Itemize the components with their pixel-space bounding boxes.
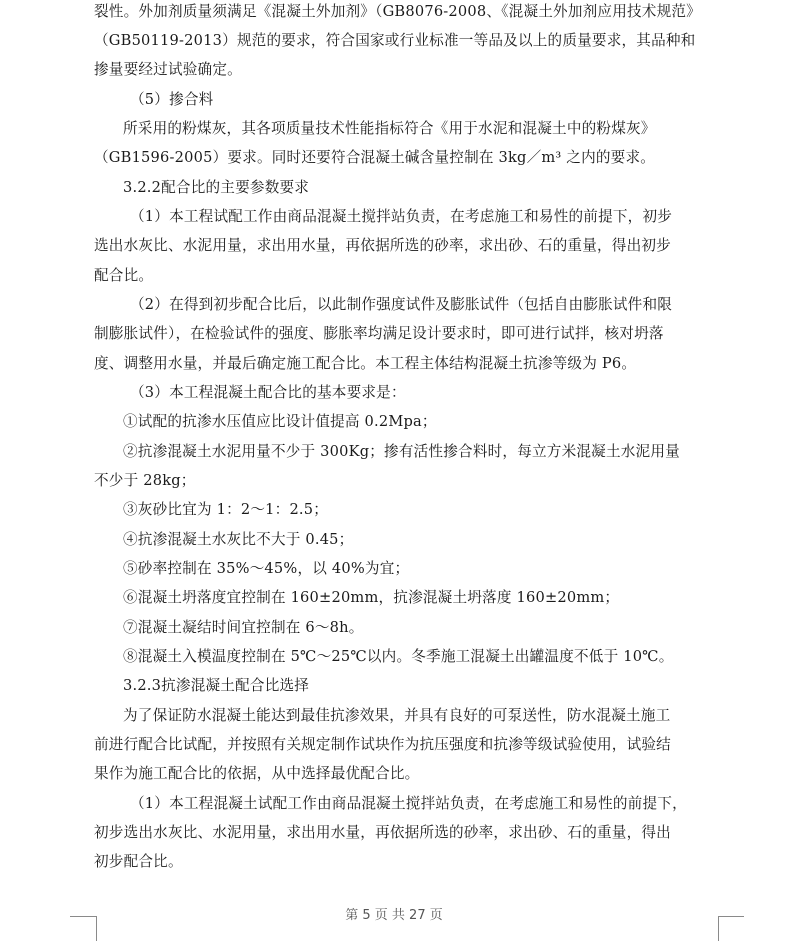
text-line: 裂性。外加剂质量须满足《混凝土外加剂》（GB8076-2008、《混凝土外加剂应用技术规范》: [94, 3, 701, 20]
text-line: 度、调整用水量，并最后确定施工配合比。本工程主体结构混凝土抗渗等级为 P6。: [94, 355, 637, 372]
list-item: ⑧混凝土入模温度控制在 5℃～25℃以内。冬季施工混凝土出罐温度不低于 10℃。: [123, 648, 674, 665]
page-number: 第 5 页 共 27 页: [345, 908, 443, 923]
text-line: （GB50119-2013）规范的要求，符合国家或行业标准一等品及以上的质量要求，其品种和: [94, 32, 696, 49]
crop-mark-left: [96, 916, 97, 941]
section-heading: 3.2.3抗渗混凝土配合比选择: [123, 677, 310, 694]
text-line: 前进行配合比试配，并按照有关规定制作试块作为抗压强度和抗渗等级试验使用，试验结: [94, 736, 671, 753]
list-item: ②抗渗混凝土水泥用量不少于 300Kg；掺有活性掺合料时，每立方米混凝土水泥用量: [123, 443, 680, 460]
list-item: ③灰砂比宜为 1：2～1：2.5；: [123, 501, 329, 518]
text-line: （3）本工程混凝土配合比的基本要求是：: [130, 384, 406, 401]
crop-mark-right: [718, 916, 719, 941]
list-item: ⑤砂率控制在 35%～45%，以 40%为宜；: [123, 560, 410, 577]
text-line: 果作为施工配合比的依据，从中选择最优配合比。: [94, 765, 420, 782]
text-line: 制膨胀试件），在检验试件的强度、膨胀率均满足设计要求时，即可进行试拌，核对坍落: [94, 325, 664, 342]
section-heading: （5）掺合料: [130, 91, 214, 108]
text-line: 初步配合比。: [94, 853, 183, 870]
text-line: 为了保证防水混凝土能达到最佳抗渗效果，并具有良好的可泵送性，防水混凝土施工: [123, 707, 671, 724]
list-item: ⑥混凝土坍落度宜控制在 160±20mm，抗渗混凝土坍落度 160±20mm；: [123, 589, 620, 606]
text-line: （1）本工程混凝土试配工作由商品混凝土搅拌站负责，在考虑施工和易性的前提下，: [130, 795, 687, 812]
text-line: （GB1596-2005）要求。同时还要符合混凝土碱含量控制在 3kg／m³ 之内的要求。: [94, 149, 656, 166]
text-line: 配合比。: [94, 267, 154, 284]
text-line: （1）本工程试配工作由商品混凝土搅拌站负责，在考虑施工和易性的前提下，初步: [130, 208, 673, 225]
text-line: 初步选出水灰比、水泥用量，求出用水量，再依据所选的砂率，求出砂、石的重量，得出: [94, 824, 671, 841]
text-line: 选出水灰比、水泥用量，求出用水量，再依据所选的砂率，求出砂、石的重量，得出初步: [94, 237, 671, 254]
crop-mark-right: [718, 916, 744, 917]
list-item: ⑦混凝土凝结时间宜控制在 6～8h。: [123, 619, 364, 636]
list-item: ④抗渗混凝土水灰比不大于 0.45；: [123, 531, 354, 548]
text-line: 不少于 28kg；: [94, 472, 196, 489]
text-line: 所采用的粉煤灰，其各项质量技术性能指标符合《用于水泥和混凝土中的粉煤灰》: [123, 120, 656, 137]
text-line: （2）在得到初步配合比后，以此制作强度试件及膨胀试件（包括自由膨胀试件和限: [130, 296, 673, 313]
text-line: 掺量要经过试验确定。: [94, 61, 242, 78]
list-item: ①试配的抗渗水压值应比设计值提高 0.2Mpa；: [123, 413, 437, 430]
section-heading: 3.2.2配合比的主要参数要求: [123, 179, 310, 196]
crop-mark-left: [70, 916, 96, 917]
